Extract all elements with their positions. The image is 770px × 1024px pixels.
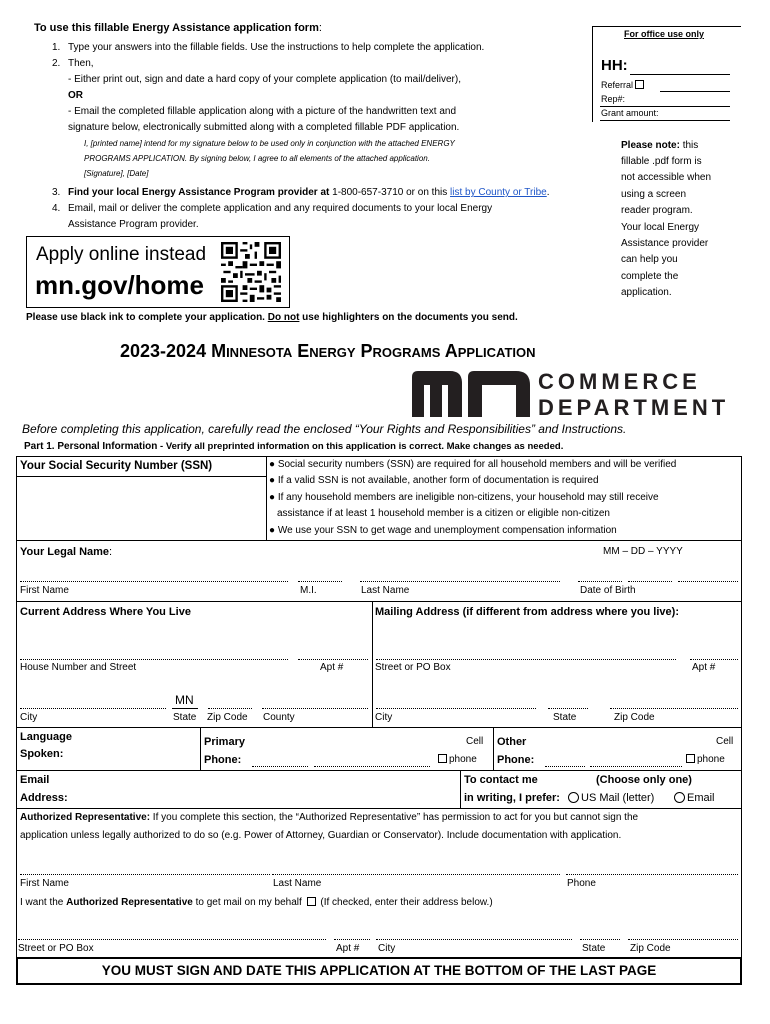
primary-phone-label-line1: Primary xyxy=(204,736,245,748)
mailing-zip-label: Zip Code xyxy=(614,712,655,723)
state-label: State xyxy=(173,712,197,723)
auth-last-name-field[interactable] xyxy=(272,874,560,875)
auth-city-field[interactable] xyxy=(376,939,572,940)
contact-option-mail[interactable]: US Mail (letter) xyxy=(566,792,654,804)
primary-phone-area-field[interactable] xyxy=(252,766,308,767)
part1-title: Part 1. Personal Information - Verify all preprinted information on this application is correct. Make changes as needed. xyxy=(24,441,564,452)
auth-first-name-field[interactable] xyxy=(20,874,270,875)
step-2b-text-line2: signature below, electronically submitted along with a completed fillable PDF application. xyxy=(68,122,460,133)
note-line1: Please note: this xyxy=(621,140,699,151)
email-radio[interactable] xyxy=(674,792,685,803)
language-label-line2: Spoken: xyxy=(20,748,64,760)
primary-phone-number-field[interactable] xyxy=(314,766,430,767)
other-cell-label: Cell xyxy=(716,736,734,747)
apt-label: Apt # xyxy=(320,662,344,673)
mailing-city-label: City xyxy=(375,712,393,723)
mi-label: M.I. xyxy=(300,585,317,596)
step-2a-text: - Either print out, sign and date a hard copy of your complete application (to mail/deliver), xyxy=(68,74,461,85)
first-name-field[interactable] xyxy=(20,581,288,582)
note-line2: fillable .pdf form is xyxy=(621,156,702,167)
apply-online-box[interactable] xyxy=(26,236,290,308)
other-phone-area-field[interactable] xyxy=(545,766,585,767)
other-phone-label-line1: Other xyxy=(497,736,527,748)
ssn-bullet-3: ● If any household members are ineligible non-citizens, your household may still receive xyxy=(269,492,659,503)
state-value: MN xyxy=(175,693,194,707)
or-label: OR xyxy=(68,90,83,101)
office-use-title: For office use only xyxy=(624,29,705,39)
county-field[interactable] xyxy=(262,708,368,709)
note-line3: not accessible when xyxy=(621,172,712,183)
mailing-apt-label: Apt # xyxy=(692,662,716,673)
ssn-bullet-1: ● Social security numbers (SSN) are required for all household members and will be verified xyxy=(269,459,677,470)
other-phone-number-field[interactable] xyxy=(590,766,682,767)
county-label: County xyxy=(263,712,295,723)
city-field[interactable] xyxy=(20,708,166,709)
office-rep-label: Rep#: xyxy=(601,94,626,104)
contact-pref-label-line2: in writing, I prefer: xyxy=(464,792,560,804)
instructions-title: To use this fillable Energy Assistance application form: xyxy=(34,22,322,34)
zip-label: Zip Code xyxy=(207,712,248,723)
auth-phone-label: Phone xyxy=(567,878,596,889)
mailing-street-label: Street or PO Box xyxy=(375,662,451,673)
ssn-label: Your Social Security Number (SSN) xyxy=(20,460,213,472)
contact-pref-choose: (Choose only one) xyxy=(596,774,692,786)
legal-name-label: Your Legal Name: xyxy=(20,546,113,558)
mailing-city-field[interactable] xyxy=(376,708,536,709)
city-label: City xyxy=(20,712,38,723)
step-4-number: 4. xyxy=(52,203,61,214)
dob-year-field[interactable] xyxy=(678,581,738,582)
house-street-field[interactable] xyxy=(20,659,288,660)
note-line8: can help you xyxy=(621,254,678,265)
mailing-address-label: Mailing Address (if different from address where you live): xyxy=(375,606,679,618)
auth-first-name-label: First Name xyxy=(20,878,69,889)
apt-field[interactable] xyxy=(298,659,368,660)
auth-rep-text-line1: Authorized Representative: If you complete this section, the “Authorized Representative” has permission to act for you but cannot sign the xyxy=(20,812,639,823)
mn-logo-icon xyxy=(412,371,532,417)
ink-note: Please use black ink to complete your application. Do not use highlighters on the documents you send. xyxy=(26,312,518,323)
sign-banner-text: YOU MUST SIGN AND DATE THIS APPLICATION AT THE BOTTOM OF THE LAST PAGE xyxy=(101,963,657,978)
signature-statement-line3: [Signature], [Date] xyxy=(84,169,149,178)
primary-phone-label-line2: Phone: xyxy=(204,754,242,766)
auth-apt-field[interactable] xyxy=(334,939,370,940)
apply-online-url[interactable]: mn.gov/home xyxy=(35,270,205,300)
auth-city-label: City xyxy=(378,943,396,954)
dob-day-field[interactable] xyxy=(628,581,672,582)
auth-zip-field[interactable] xyxy=(628,939,738,940)
auth-street-field[interactable] xyxy=(18,939,326,940)
step-4-text-line2: Assistance Program provider. xyxy=(68,219,199,230)
office-referral: Referral xyxy=(601,80,646,91)
house-street-label: House Number and Street xyxy=(20,662,137,673)
office-hh-label: HH: xyxy=(601,57,628,74)
step-2b-text-line1: - Email the completed fillable application along with a picture of the handwritten text and xyxy=(68,106,457,117)
county-tribe-link[interactable]: list by County or Tribe xyxy=(450,187,547,198)
mailing-state-label: State xyxy=(553,712,577,723)
contact-pref-label-line1: To contact me xyxy=(464,774,538,786)
auth-apt-label: Apt # xyxy=(336,943,360,954)
auth-rep-text-line2: application unless legally authorized to do so (e.g. Power of Attorney, Guardian or Conservator). Include documentation with application. xyxy=(20,830,622,841)
step-3-text: Find your local Energy Assistance Program provider at 1-800-657-3710 or on this list by County or Tribe. xyxy=(68,187,550,198)
other-cell-checkbox-label: phone xyxy=(684,754,725,765)
current-address-label: Current Address Where You Live xyxy=(20,606,191,618)
last-name-label: Last Name xyxy=(361,585,410,596)
step-1-number: 1. xyxy=(52,42,61,53)
auth-state-field[interactable] xyxy=(580,939,620,940)
office-grant-label: Grant amount: xyxy=(601,108,659,118)
step-2-text: Then, xyxy=(68,58,94,69)
apply-online-text: Apply online instead xyxy=(36,244,207,265)
note-line10: application. xyxy=(621,287,672,298)
application-title: 2023-2024 Minnesota Energy Programs Application xyxy=(120,341,536,361)
other-phone-label-line2: Phone: xyxy=(497,754,535,766)
referral-checkbox[interactable] xyxy=(635,80,644,89)
last-name-field[interactable] xyxy=(360,581,560,582)
us-mail-radio[interactable] xyxy=(568,792,579,803)
mailing-apt-field[interactable] xyxy=(690,659,738,660)
auth-zip-label: Zip Code xyxy=(630,943,671,954)
auth-street-label: Street or PO Box xyxy=(18,943,94,954)
signature-statement-line2: PROGRAMS APPLICATION. By signing below, I agree to all elements of the attached application. xyxy=(84,154,430,163)
mailing-state-field[interactable] xyxy=(548,708,588,709)
zip-field[interactable] xyxy=(208,708,252,709)
dob-label: Date of Birth xyxy=(580,585,636,596)
other-cell-checkbox[interactable] xyxy=(686,754,695,763)
email-input[interactable] xyxy=(76,774,456,806)
before-completing-note: Before completing this application, carefully read the enclosed “Your Rights and Responsibilities” and Instructions. xyxy=(22,422,627,436)
signature-statement-line1: I, [printed name] intend for my signature below to be used only in conjunction with the attached ENERGY xyxy=(84,139,455,148)
dob-month-field[interactable] xyxy=(578,581,622,582)
ssn-bullet-3-cont: assistance if at least 1 household member is a citizen or eligible non-citizen xyxy=(277,508,610,519)
qr-code-icon xyxy=(221,242,281,302)
sign-banner xyxy=(16,957,742,985)
note-line5: reader program. xyxy=(621,205,693,216)
first-name-label: First Name xyxy=(20,585,69,596)
language-input[interactable] xyxy=(70,730,196,766)
dob-format: MM – DD – YYYY xyxy=(603,546,683,557)
primary-cell-label: Cell xyxy=(466,736,484,747)
auth-phone-field[interactable] xyxy=(566,874,738,875)
auth-state-label: State xyxy=(582,943,606,954)
ssn-bullet-2: ● If a valid SSN is not available, another form of documentation is required xyxy=(269,475,599,486)
step-3-number: 3. xyxy=(52,187,61,198)
mi-field[interactable] xyxy=(298,581,342,582)
auth-mail-checkbox[interactable] xyxy=(307,897,316,906)
contact-option-email[interactable]: Email xyxy=(672,792,715,804)
email-label-line2: Address: xyxy=(20,792,68,804)
primary-cell-checkbox-label: phone xyxy=(436,754,477,765)
note-line4: using a screen xyxy=(621,189,687,200)
language-label-line1: Language xyxy=(20,731,72,743)
ssn-bullet-4: ● We use your SSN to get wage and unemployment compensation information xyxy=(269,525,617,536)
step-2-number: 2. xyxy=(52,58,61,69)
step-4-text-line1: Email, mail or deliver the complete application and any required documents to your local Energy xyxy=(68,203,493,214)
mailing-street-field[interactable] xyxy=(376,659,676,660)
logo-commerce: COMMERCE xyxy=(538,369,701,394)
ssn-input[interactable] xyxy=(17,477,265,540)
email-label-line1: Email xyxy=(20,774,50,786)
step-1-text: Type your answers into the fillable fields. Use the instructions to help complete the application. xyxy=(68,42,485,53)
note-line7: Assistance provider xyxy=(621,238,709,249)
logo-department: DEPARTMENT xyxy=(538,395,730,420)
mailing-zip-field[interactable] xyxy=(610,708,738,709)
auth-mail-option: I want the Authorized Representative to get mail on my behalf (If checked, enter their address below.) xyxy=(20,897,493,908)
auth-last-name-label: Last Name xyxy=(273,878,322,889)
primary-cell-checkbox[interactable] xyxy=(438,754,447,763)
note-line6: Your local Energy xyxy=(621,222,700,233)
note-line9: complete the xyxy=(621,271,679,282)
